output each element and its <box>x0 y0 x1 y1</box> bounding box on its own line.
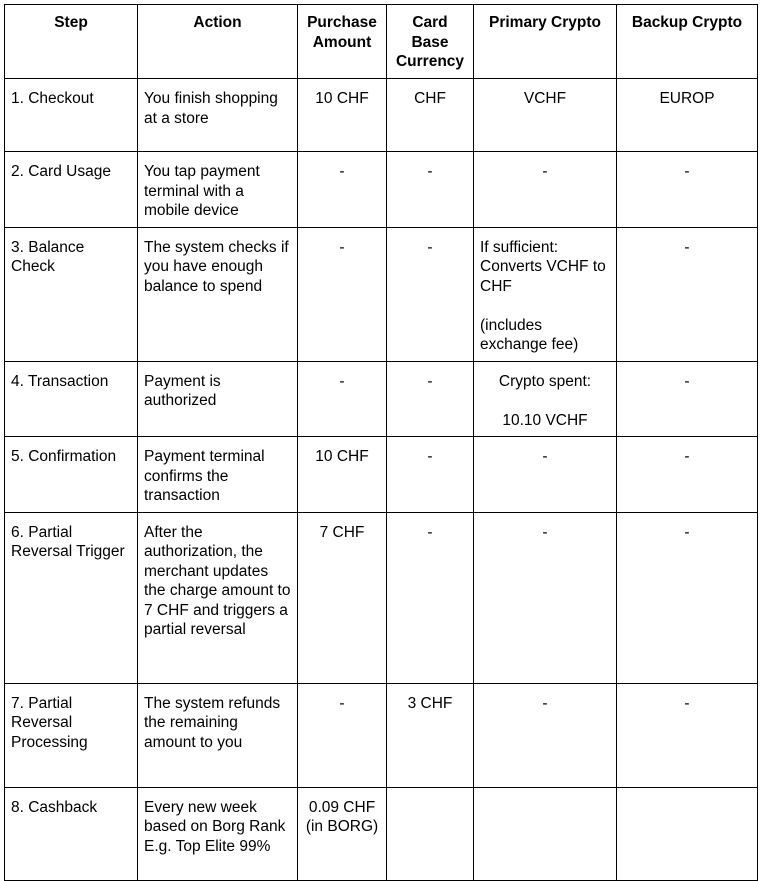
cell-purchase-amount: 7 CHF <box>298 512 387 683</box>
cell-card-base-currency: 3 CHF <box>387 683 474 787</box>
cell-step: 5. Confirmation <box>5 437 138 513</box>
cell-backup-crypto: EUROP <box>617 79 758 152</box>
cell-card-base-currency <box>387 787 474 880</box>
cell-action: You finish shopping at a store <box>138 79 298 152</box>
cell-action: Payment terminal confirms the transaction <box>138 437 298 513</box>
header-step: Step <box>5 5 138 79</box>
cell-card-base-currency: - <box>387 152 474 228</box>
header-action: Action <box>138 5 298 79</box>
cell-purchase-amount: 10 CHF <box>298 437 387 513</box>
cell-purchase-amount: - <box>298 361 387 437</box>
cell-card-base-currency: - <box>387 437 474 513</box>
header-primary-crypto: Primary Crypto <box>474 5 617 79</box>
cell-primary-crypto: - <box>474 152 617 228</box>
table-row <box>5 152 758 228</box>
cell-primary-crypto: - <box>474 512 617 683</box>
cell-card-base-currency: - <box>387 512 474 683</box>
cell-step: 8. Cashback <box>5 787 138 880</box>
cell-card-base-currency: - <box>387 361 474 437</box>
cell-backup-crypto: - <box>617 152 758 228</box>
table-header-row <box>5 5 758 79</box>
cell-primary-crypto: Crypto spent: 10.10 VCHF <box>474 361 617 437</box>
cell-step: 7. Partial Reversal Processing <box>5 683 138 787</box>
cell-card-base-currency: CHF <box>387 79 474 152</box>
table-row <box>5 512 758 683</box>
cell-primary-crypto: - <box>474 437 617 513</box>
cell-card-base-currency: - <box>387 227 474 361</box>
cell-action: The system checks if you have enough balance to spend <box>138 227 298 361</box>
cell-action: After the authorization, the merchant updates the charge amount to 7 CHF and triggers a partial reversal <box>138 512 298 683</box>
table-row <box>5 787 758 880</box>
header-card-base-currency: Card Base Currency <box>387 5 474 79</box>
cell-backup-crypto <box>617 787 758 880</box>
cell-action: The system refunds the remaining amount to you <box>138 683 298 787</box>
table-row <box>5 683 758 787</box>
cell-primary-crypto: VCHF <box>474 79 617 152</box>
cell-action: Payment is authorized <box>138 361 298 437</box>
cell-action: You tap payment terminal with a mobile device <box>138 152 298 228</box>
cell-step: 1. Checkout <box>5 79 138 152</box>
cell-primary-crypto: - <box>474 683 617 787</box>
cell-step: 6. Partial Reversal Trigger <box>5 512 138 683</box>
steps-table <box>4 4 758 881</box>
table-row <box>5 227 758 361</box>
header-backup-crypto: Backup Crypto <box>617 5 758 79</box>
cell-step: 2. Card Usage <box>5 152 138 228</box>
cell-step: 4. Transaction <box>5 361 138 437</box>
cell-action: Every new week based on Borg Rank E.g. Top Elite 99% <box>138 787 298 880</box>
cell-backup-crypto: - <box>617 683 758 787</box>
cell-purchase-amount: - <box>298 683 387 787</box>
header-purchase-amount: Purchase Amount <box>298 5 387 79</box>
cell-purchase-amount: 0.09 CHF (in BORG) <box>298 787 387 880</box>
cell-purchase-amount: 10 CHF <box>298 79 387 152</box>
table-row <box>5 437 758 513</box>
cell-backup-crypto: - <box>617 361 758 437</box>
cell-primary-crypto <box>474 787 617 880</box>
cell-backup-crypto: - <box>617 512 758 683</box>
cell-backup-crypto: - <box>617 227 758 361</box>
table-row <box>5 79 758 152</box>
cell-purchase-amount: - <box>298 227 387 361</box>
cell-step: 3. Balance Check <box>5 227 138 361</box>
table-row <box>5 361 758 437</box>
cell-backup-crypto: - <box>617 437 758 513</box>
cell-primary-crypto: If sufficient: Converts VCHF to CHF (includes exchange fee) <box>474 227 617 361</box>
cell-purchase-amount: - <box>298 152 387 228</box>
